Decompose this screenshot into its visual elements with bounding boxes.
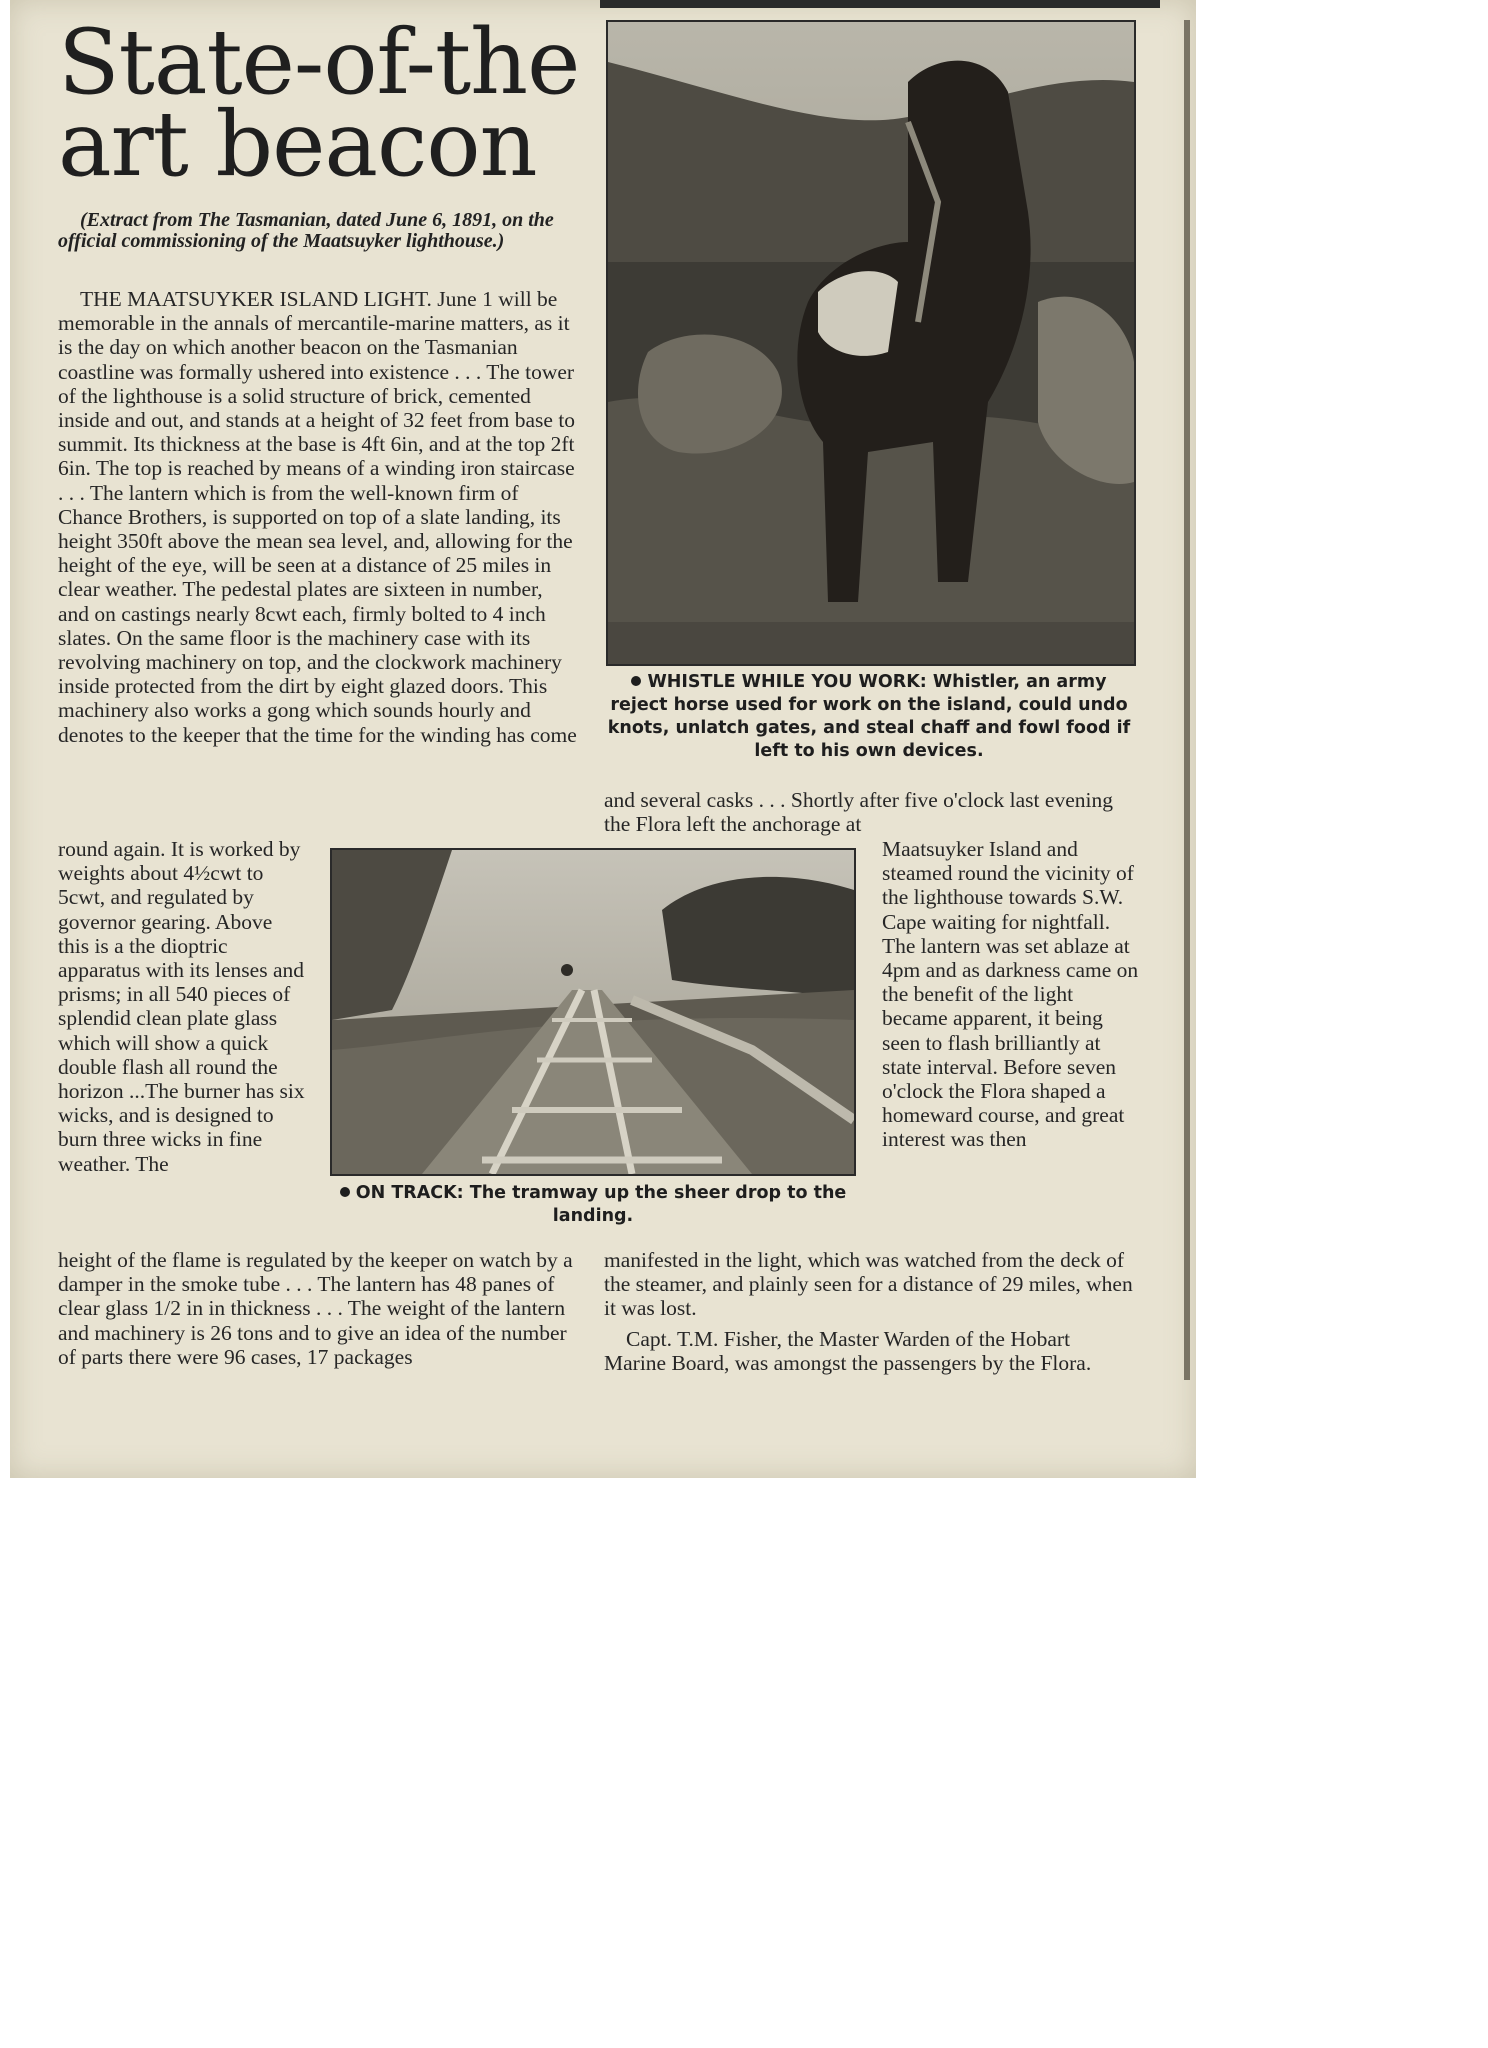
caption-bullet-icon (631, 676, 641, 686)
horse-photo-caption (604, 671, 1134, 763)
tramway-photo-caption (326, 1182, 860, 1228)
caption-bullet-icon (340, 1187, 350, 1197)
fisher-paragraph: Capt. T.M. Fisher, the Master Warden of the Hobart Marine Board, was amongst the passengers by the Flora. (604, 1326, 1092, 1375)
body-bottom-left: height of the flame is regulated by the keeper on watch by a damper in the smoke tube . . . The lantern has 48 panes of clear glass 1/2 in in thickness . . . The weight of the lantern and machinery is 26 tons and to give an idea of the number of parts there were 96 cases, 17 packages (58, 1248, 573, 1369)
clipping-top-edge (600, 0, 1160, 8)
horse-photo (606, 20, 1136, 666)
body-paragraph-1: THE MAATSUYKER ISLAND LIGHT. June 1 will be memorable in the annals of mercantile-marine matters, as it is the day on which another beacon on the Tasmanian coastline was formally ushered into existence . . . The tower of the lighthouse is a solid structure of brick, cemented inside and out, and stands at a height of 32 feet from base to summit. Its thickness at the base is 4ft 6in, and at the top 2ft 6in. The top is reached by means of a winding iron staircase . . . The lantern which is from the well-known firm of Chance Brothers, is supported on top of a slate landing, its height 350ft above the mean sea level, and, allowing for the height of the eye, will be seen at a distance of 25 miles in clear weather. The pedestal plates are sixteen in number, and on castings nearly 8cwt each, firmly bolted to 4 inch slates. On the same floor is the machinery case with its revolving machinery on top, and the clockwork machinery inside protected from the dirt by eight glazed doors. This machinery also works a gong which sounds hourly and denotes to the keeper that the time for the winding has come (58, 287, 577, 747)
horse-photo-image (608, 22, 1134, 664)
intro-extract: (Extract from The Tasmanian, dated June 6, 1891, on the official commissioning of the Maatsuyker lighthouse.) (58, 209, 554, 252)
column2-bottom (604, 1248, 1134, 1375)
tramway-photo-image (332, 850, 854, 1174)
headline: State-of-the art beacon (58, 10, 580, 197)
column2-wrap-right: Maatsuyker Island and steamed round the vicinity of the lighthouse towards S.W. Cape waiting for nightfall. The lantern was set ablaze at 4pm and as darkness came on the benefit of the light became apparent, it being seen to flash brilliantly at state interval. Before seven o'clock the Flora shaped a homeward course, and great interest was then (882, 837, 1139, 1152)
body-wrap-left: round again. It is worked by weights about 4½cwt to 5cwt, and regulated by governor gearing. Above this is a the dioptric apparatus with its lenses and prisms; in all 540 pieces of splendid clean plate glass which will show a quick double flash all round the horizon ...The burner has six wicks, and is designed to burn three wicks in fine weather. The (58, 837, 305, 1176)
clipping-right-edge (1184, 20, 1190, 1380)
track-caption-text: ON TRACK: The tramway up the sheer drop to the landing. (355, 1183, 847, 1226)
horse-caption-text: WHISTLE WHILE YOU WORK: Whistler, an army reject horse used for work on the island, could undo knots, unlatch gates, and steal chaff and fowl food if left to his own devices. (607, 672, 1131, 761)
column2-bottom-text: manifested in the light, which was watched from the deck of the steamer, and plainly seen for a distance of 29 miles, when it was lost. (604, 1248, 1133, 1321)
column2-top-text: and several casks . . . Shortly after five o'clock last evening the Flora left the anchorage at (604, 788, 1113, 837)
tramway-photo (330, 848, 856, 1176)
